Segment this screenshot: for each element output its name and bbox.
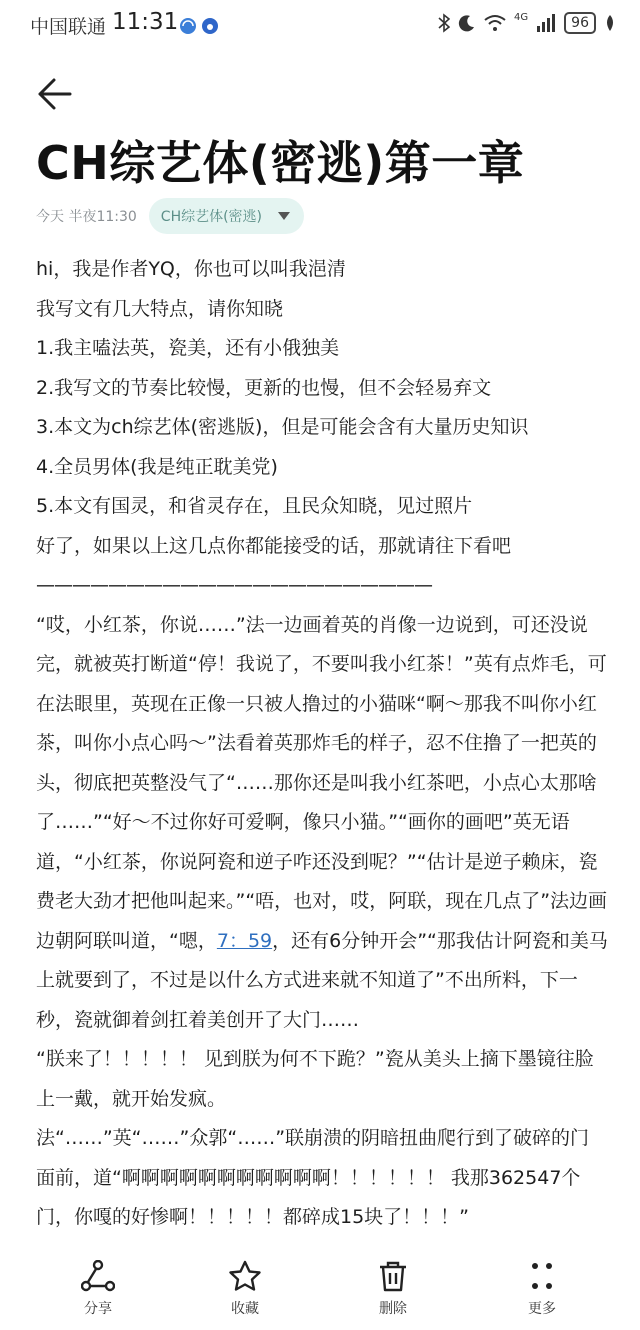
story-text: ，还有6分钟开会”“那我估计阿瓷和美马上就要到了，不过是以什么方式进来就不知道了”不出所料，下一秒，瓷就御着剑扛着美创开了大门…… [36,929,608,1031]
story-paragraph [36,606,608,1041]
favorite-label: 收藏 [231,1301,259,1317]
collection-label: CH综艺体(密逃) [160,209,263,225]
moon-icon [458,14,476,32]
divider-line: —————————————————————— [36,574,432,596]
delete-label: 删除 [379,1301,407,1317]
back-button[interactable] [36,76,76,112]
share-label: 分享 [84,1301,112,1317]
notification-icons [180,16,220,40]
note-date: 今天 半夜11:30 [36,209,137,225]
story-text: “哎，小红茶，你说……”法一边画着英的肖像一边说到，可还没说完，就被英打断道“停！我说了，不要叫我小红茶！”英有点炸毛，可在法眼里，英现在正像一只被人撸过的小猫咪“啊～那我不叫你小红茶，叫你小点心吗～”法看着英那炸毛的样子，忍不住撸了一把英的头，彻底把英整没气了“……那你还是叫我小红茶吧，小点心太那啥了……”“好～不过你好可爱啊，像只小猫。”“画你的画吧”英无语道，“小红茶，你说阿瓷和逆子咋还没到呢？”“估计是逆子赖床，瓷费老大劲才把他叫起来。”“唔，也对，哎，阿联，现在几点了”法边画边朝阿联叫道，“嗯， [36,613,608,952]
note-title[interactable]: CH综艺体(密逃)第一章 [36,136,525,190]
intro-line: 我写文有几大特点，请你知晓 [36,297,284,320]
collection-selector[interactable] [149,198,304,234]
share-icon [81,1260,115,1292]
bottom-toolbar [0,1240,640,1330]
time-link[interactable]: 7：59 [216,929,273,952]
status-bar [0,0,640,52]
trash-icon [376,1260,410,1292]
bluetooth-icon [438,13,450,33]
network-type: 4G [514,11,529,23]
story-paragraph: “朕来了！！！！！ 见到朕为何不下跪？”瓷从美头上摘下墨镜往脸上一戴，就开始发疯。 [36,1048,594,1110]
carrier-label: 中国联通 [30,16,107,38]
status-right [438,12,616,34]
more-button[interactable] [487,1260,597,1318]
leaf-icon [604,14,616,32]
intro-line: 3.本文为ch综艺体(密逃版)，但是可能会含有大量历史知识 [36,416,529,438]
more-label: 更多 [528,1301,556,1317]
intro-line: 好了，如果以上这几点你都能接受的话，那就请往下看吧 [36,534,512,557]
intro-line: 1.我主嗑法英，瓷美，还有小俄独美 [36,337,340,359]
intro-line: hi，我是作者YQ，你也可以叫我浥清 [36,258,346,280]
delete-button[interactable] [338,1260,448,1318]
intro-line: 5.本文有国灵，和省灵存在，且民众知晓，见过照片 [36,495,473,517]
intro-line: 4.全员男体(我是纯正耽美党) [36,455,278,478]
dropdown-triangle-icon [278,212,290,220]
story-paragraph: 法“……”英“……”众郭“……”联崩溃的阴暗扭曲爬行到了破碎的门面前，道“啊啊啊啊啊啊啊啊啊啊啊！！！！！！ 我那362547个门，你嘎的好惨啊！！！！！都碎成15块了！！！” [36,1127,590,1228]
note-meta [36,198,304,234]
signal-icon [536,14,556,32]
share-button[interactable] [43,1260,153,1318]
intro-line: 2.我写文的节奏比较慢，更新的也慢，但不会轻易弃文 [36,376,492,399]
wifi-icon [484,14,506,32]
battery-level: 96 [564,12,596,34]
favorite-button[interactable] [190,1260,300,1318]
more-dots-icon [525,1260,559,1292]
clock: 11:31 [112,9,179,35]
star-icon [228,1260,262,1292]
back-arrow-icon [36,76,76,112]
note-body[interactable] [36,250,608,1238]
